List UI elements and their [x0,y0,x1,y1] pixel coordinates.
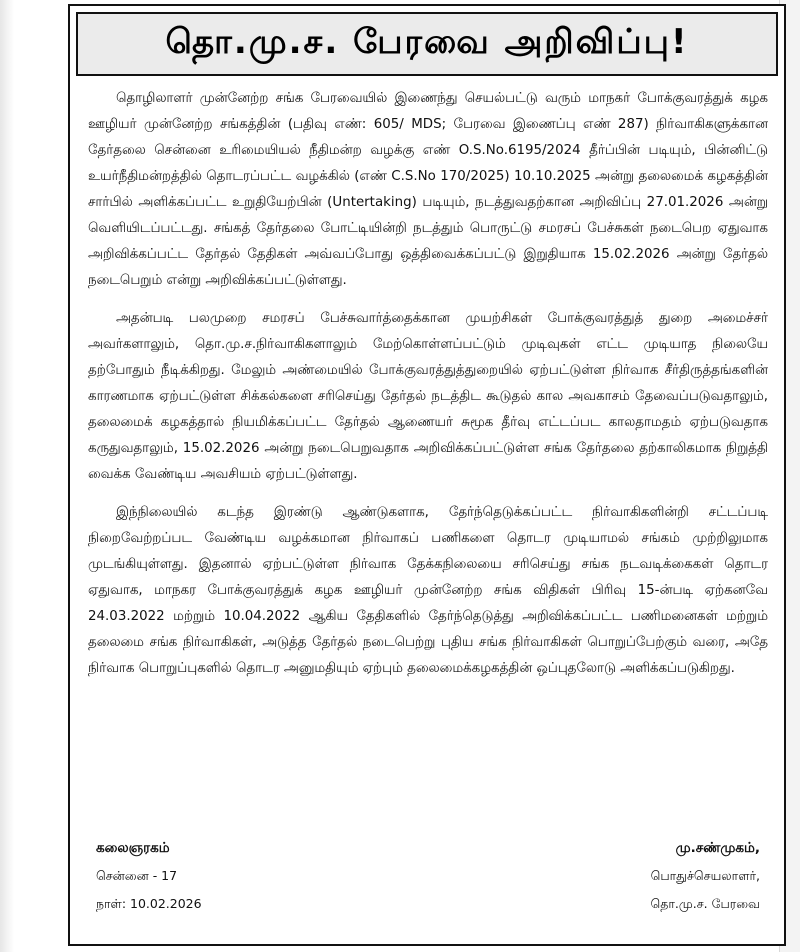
notice-frame [68,4,786,946]
signatory-organisation: தொ.மு.ச. பேரவை [650,896,760,911]
page-edge-left [0,0,14,952]
notice-title: தொ.மு.ச. பேரவை அறிவிப்பு! [165,22,689,62]
issuing-city: சென்னை - 17 [96,868,178,883]
signatory-designation: பொதுச்செயலாளர், [650,868,760,883]
signature-right-block [500,834,760,918]
title-bar [76,12,778,76]
signatory-name: மு.சண்முகம், [675,840,760,856]
issuing-place: கலைஞரகம் [96,840,170,856]
signature-left-block [96,834,356,918]
notice-paragraph-3: இந்நிலையில் கடந்த இரண்டு ஆண்டுகளாக, தேர்ந்தெடுக்கப்பட்ட நிர்வாகிகளின்றி சட்டப்படி நிறைவேற்றப்பட வேண்டிய வழக்கமான நிர்வாகப் பணிகளை தொடர முடியாமல் சங்கம் முற்றிலுமாக முடங்கியுள்ளது. இதனால் ஏற்பட்டுள்ள நிர்வாக தேக்கநிலையை சரிசெய்து சங்க நடவடிக்கைகள் தொடர ஏதுவாக, மாநகர போக்குவரத்துக் கழக ஊழியர் முன்னேற்ற சங்க விதிகள் பிரிவு 15-ன்படி ஏற்கனவே 24.03.2022 மற்றும் 10.04.2022 ஆகிய தேதிகளில் தேர்ந்தெடுத்து அறிவிக்கப்பட்ட பணிமனைகள் மற்றும் தலைமை சங்க நிர்வாகிகள், அடுத்த தேர்தல் நடைபெற்று புதிய சங்க நிர்வாகிகள் பொறுப்பேற்கும் வரை, அதே நிர்வாக பொறுப்புகளில் தொடர அனுமதியும் ஏற்பும் தலைமைக்கழகத்தின் ஒப்புதலோடு அளிக்கப்படுகிறது. [88,505,768,676]
issue-date: நாள்: 10.02.2026 [96,896,202,911]
notice-paragraph-1: தொழிலாளர் முன்னேற்ற சங்க பேரவையில் இணைந்து செயல்பட்டு வரும் மாநகர் போக்குவரத்துக் கழக ஊழியர் முன்னேற்ற சங்கத்தின் (பதிவு எண்: 605/ MDS; பேரவை இணைப்பு எண் 287) நிர்வாகிகளுக்கான தேர்தலை சென்னை உரிமையியல் நீதிமன்ற வழக்கு எண் O.S.No.6195/2024 தீர்ப்பின் படியும், பின்னிட்டு உயர்நீதிமன்றத்தில் தொடரப்பட்ட வழக்கில் (எண் C.S.No 170/2025) 10.10.2025 அன்று தலைமைக் கழகத்தின் சார்பில் அளிக்கப்பட்ட உறுதியேற்பின் (Untertaking) படியும், நடத்துவதற்கான அறிவிப்பு 27.01.2026 அன்று வெளியிடப்பட்டது. சங்கத் தேர்தலை போட்டியின்றி நடத்தும் பொருட்டு சமரசப் பேச்சுகள் நடைபெற ஏதுவாக அறிவிக்கப்பட்ட தேர்தல் தேதிகள் அவ்வப்போது ஒத்திவைக்கப்பட்டு இறுதியாக 15.02.2026 அன்று தேர்தல் நடைபெறும் என்று அறிவிக்கப்பட்டுள்ளது. [88,91,768,288]
notice-paragraph-2: அதன்படி பலமுறை சமரசப் பேச்சுவார்த்தைக்கான முயற்சிகள் போக்குவரத்துத் துறை அமைச்சர் அவர்களாலும், தொ.மு.ச.நிர்வாகிகளாலும் மேற்கொள்ளப்பட்டும் முடிவுகள் எட்ட முடியாத நிலையே தற்போதும் நீடிக்கிறது. மேலும் அண்மையில் போக்குவரத்துத்துறையில் ஏற்பட்டுள்ள நிர்வாக சீர்திருத்தங்களின் காரணமாக ஏற்பட்டுள்ள சிக்கல்களை சரிசெய்து தேர்தல் நடத்திட கூடுதல் கால அவகாசம் தேவைப்படுவதாலும், தலைமைக் கழகத்தால் நியமிக்கப்பட்ட தேர்தல் ஆணையர் சுமூக தீர்வு எட்டப்பட காலதாமதம் ஏற்படுவதாக கருதுவதாலும், 15.02.2026 அன்று நடைபெறுவதாக அறிவிக்கப்பட்டுள்ள சங்க தேர்தலை தற்காலிகமாக நிறுத்தி வைக்க வேண்டிய அவசியம் ஏற்பட்டுள்ளது. [88,311,768,482]
notice-body [88,86,768,836]
